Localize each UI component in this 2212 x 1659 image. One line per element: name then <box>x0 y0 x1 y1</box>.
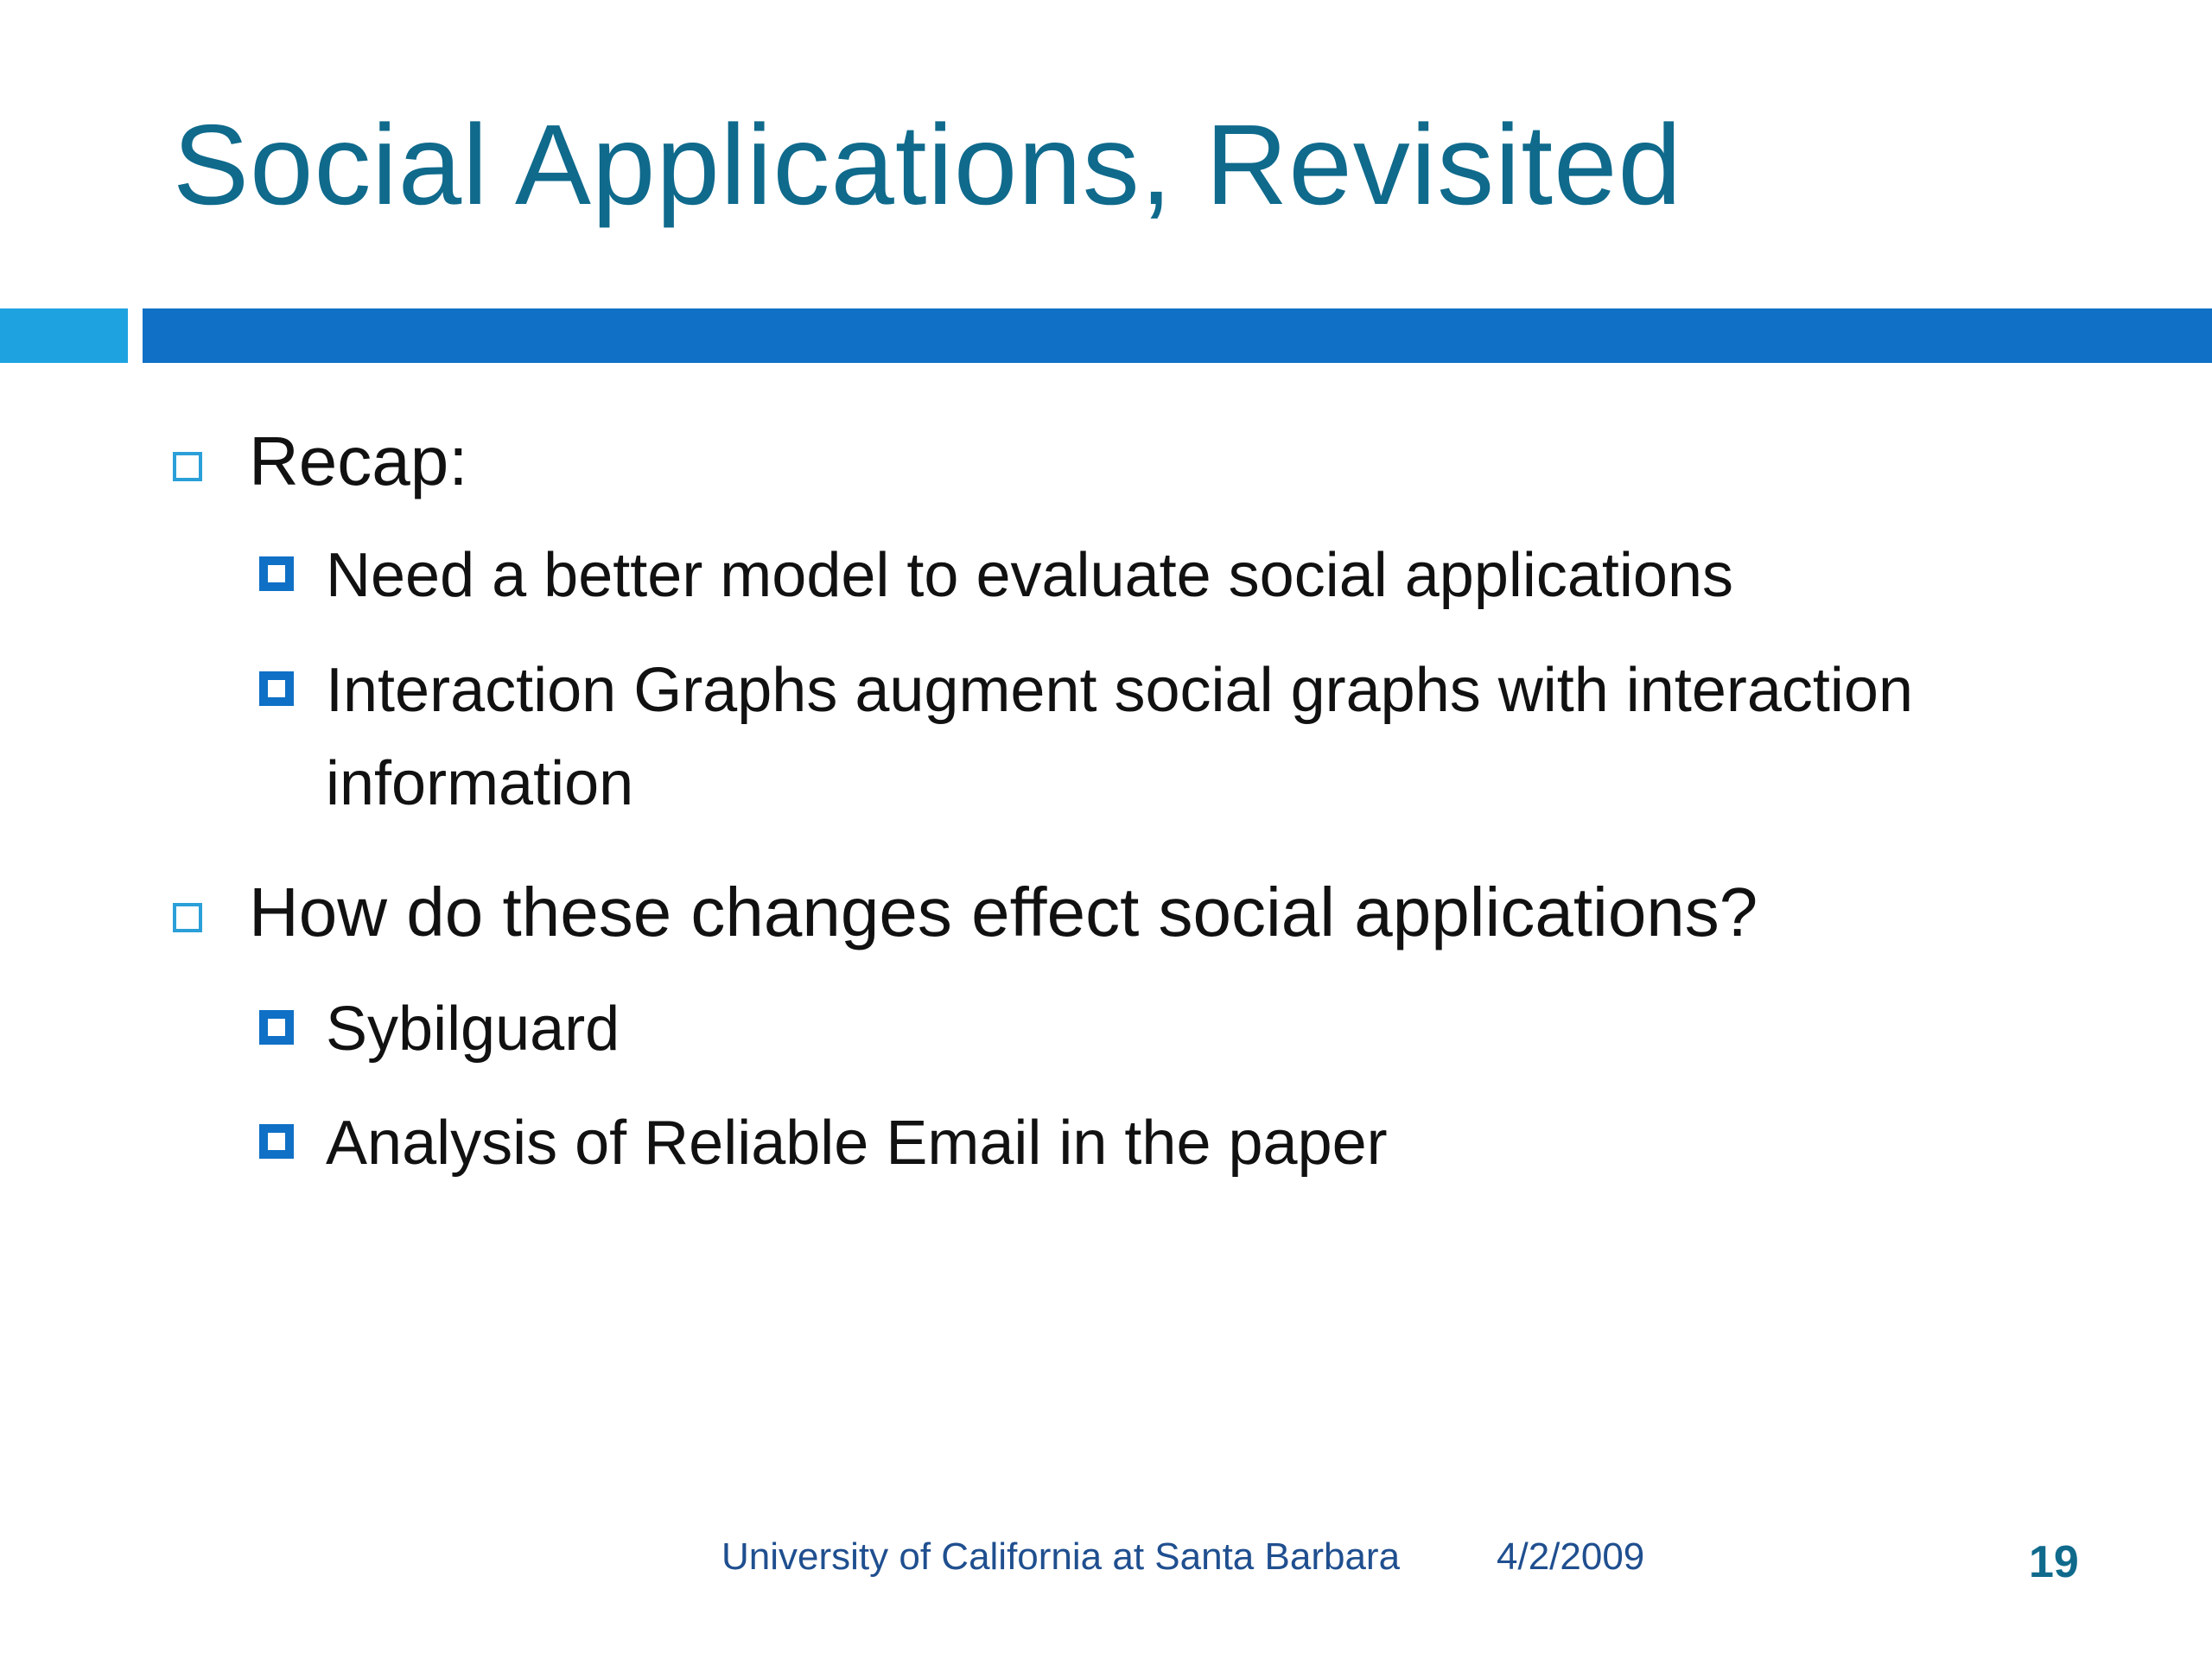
slide-number: 19 <box>2029 1537 2079 1587</box>
slide-title: Social Applications, Revisited <box>173 101 1682 228</box>
sub-bullet-interaction-graphs <box>259 644 1967 830</box>
sub-bullet-better-model <box>259 529 1733 622</box>
footer-date: 4/2/2009 <box>1497 1535 1645 1578</box>
filled-square-bullet-icon <box>259 671 294 706</box>
filled-square-bullet-icon <box>259 1010 294 1045</box>
bullet-changes-effect <box>173 874 1758 950</box>
sub-bullet-reliable-email-text: Analysis of Reliable Email in the paper <box>326 1109 1388 1178</box>
title-accent-bar-left <box>0 308 128 363</box>
hollow-square-bullet-icon <box>173 452 202 481</box>
sub-bullet-interaction-graphs-text: Interaction Graphs augment social graphs with interaction information <box>326 656 1913 818</box>
footer-organization: University of California at Santa Barbara <box>721 1535 1401 1578</box>
hollow-square-bullet-icon <box>173 903 202 932</box>
filled-square-bullet-icon <box>259 1124 294 1159</box>
sub-bullet-reliable-email <box>259 1096 1388 1190</box>
bullet-recap-text: Recap: <box>249 423 468 499</box>
bullet-changes-effect-text: How do these changes effect social applications? <box>249 874 1758 950</box>
title-accent-bar-main <box>143 308 2212 363</box>
sub-bullet-sybilguard <box>259 982 620 1076</box>
sub-bullet-sybilguard-text: Sybilguard <box>326 995 620 1064</box>
filled-square-bullet-icon <box>259 556 294 591</box>
sub-bullet-better-model-text: Need a better model to evaluate social applications <box>326 541 1733 610</box>
bullet-recap <box>173 423 467 499</box>
